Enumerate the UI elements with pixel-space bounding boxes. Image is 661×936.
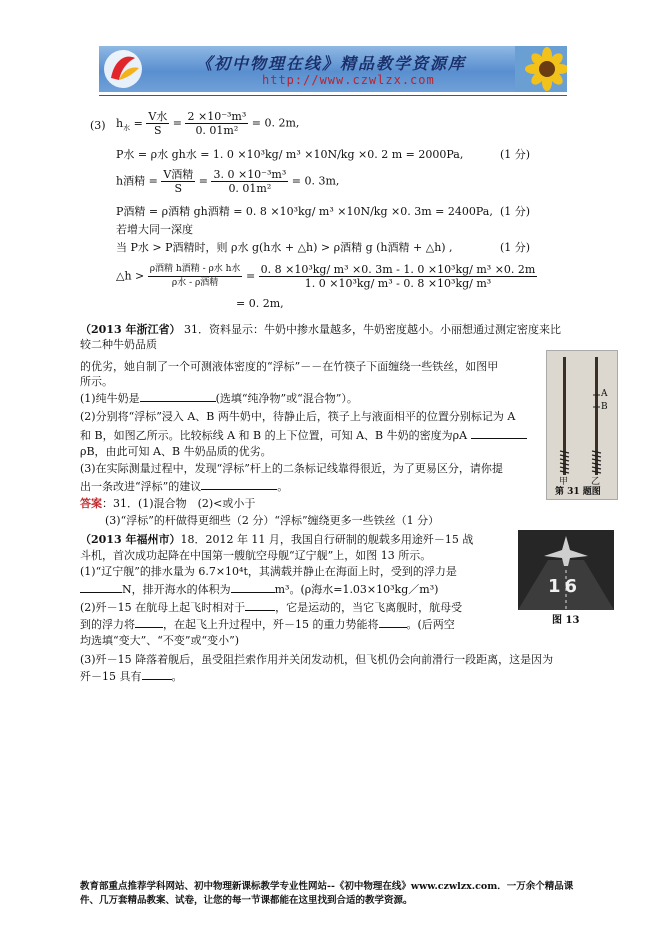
q18-part2-line2: 到的浮力将 ，在起飞上升过程中，歼－15 的重力势能将 。(后两空 [80, 618, 455, 631]
q31-answer-line2: (3)“浮标”的杆做得更细些（2 分）“浮标”缠绕更多一些铁丝（1 分） [105, 514, 440, 527]
q18-part1-line1: (1)“辽宁舰”的排水量为 6.7×10⁴t，其满载并静止在海面上时，受到的浮力是 [80, 565, 457, 578]
header-divider [99, 95, 567, 96]
q31-intro-line2: 较二种牛奶品质 [80, 338, 157, 351]
delta-h-formula: △h > $\frac{\text{ρ酒精 h酒精 - ρ水 h水}}{\text{ρ水 - ρ酒精}}$ = $\frac{\text{0. 8 ×10³kg/ m³ ×0. 3m - 1. 0 ×10³kg/ m³ ×0. 2m}}{\text{1. 0 ×10³kg/ m³ - 0. 8 ×10³kg/ m³}}$ [116, 263, 536, 290]
q31-part2-line1: (2)分别将“浮标”浸入 A、B 两牛奶中，待静止后，筷子上与液面相平的位置分别标记为 A [80, 410, 516, 423]
delta-h-result: = 0. 2m, [236, 297, 284, 310]
p-alcohol-formula: P酒精 = ρ酒精 gh酒精 = 0. 8 ×10³kg/ m³ ×10N/kg ×0. 3m = 2400Pa, [116, 205, 493, 218]
p-water-formula: P水 = ρ水 gh水 = 1. 0 ×10³kg/ m³ ×10N/kg ×0. 2 m = 2000Pa, [116, 148, 464, 161]
calc-item-label: (3) [90, 119, 106, 132]
q18-part2-line1: (2)歼－15 在航母上起飞时相对于 ，它是运动的，当它飞离舰时，航母受 [80, 601, 463, 614]
q31-blank-3[interactable] [201, 478, 277, 490]
point-1: (1 分) [500, 148, 531, 161]
banner-title: 《初中物理在线》精品教学资源库 [196, 54, 467, 73]
q18-blank-6[interactable] [142, 668, 172, 680]
q31-part3-line2: 出一条改进“浮标”的建议 。 [80, 480, 289, 493]
q31-answer-line1: 答案：31．(1)混合物 (2)<或小于 [80, 497, 256, 510]
depth-line: 若增大同一深度 [116, 223, 193, 236]
q31-intro-line3: 的优劣，她自制了一个可测液体密度的“浮标”－－在竹筷子下面缠绕一些铁丝，如图甲 [80, 360, 499, 373]
q18-blank-5[interactable] [379, 616, 407, 628]
q31-part1: (1)纯牛奶是 (选填“纯净物”或“混合物”）。 [80, 392, 358, 405]
q18-intro-line2: 斗机，首次成功起降在中国第一艘航空母舰“辽宁舰”上，如图 13 所示。 [80, 549, 432, 562]
q18-blank-1[interactable] [80, 581, 122, 593]
q31-part3-line1: (3)在实际测量过程中，发现“浮标”杆上的二条标记线靠得很近，为了更易区分，请你提 [80, 462, 503, 475]
q18-part1-line2: N，排开海水的体积为 m³。(ρ海水=1.03×10³kg／m³) [80, 581, 438, 597]
q18-part3-line1: (3)歼－15 降落着舰后，虽受阻拦索作用并关闭发动机，但飞机仍会向前滑行一段距离，这是因为 [80, 653, 554, 666]
q18-part2-line3: 均选填“变大”、“不变”或“变小”) [80, 634, 240, 647]
q18-fig-caption: 图 13 [552, 615, 580, 626]
point-2: (1 分) [500, 205, 531, 218]
page-footer: 教育部重点推荐学科网站、初中物理新课标教学专业性网站--《初中物理在线》www.czwlzx.com．一万余个精品课件、几万套精品教案、试卷，让您的每一节课都能在这里找到合适的教学资源。 [80, 881, 574, 906]
q31-intro-line4: 所示。 [80, 375, 113, 388]
q18-part3-line2: 歼－15 具有 。 [80, 670, 183, 683]
h-water-formula: $h_水$ = $\frac{\text{V水}}{S}$ = $\frac{\text{2 ×10⁻³m³}}{\text{0. 01m²}}$ = 0. 2m, [116, 110, 300, 137]
q18-blank-2[interactable] [231, 581, 275, 593]
q31-intro-line1: （2013 年浙江省） 31．资料显示：牛奶中掺水量越多，牛奶密度越小。小丽想通过测定密度来比 [80, 323, 561, 336]
fighter-jet-icon [518, 530, 614, 610]
float-chopstick-icon [547, 351, 617, 499]
q31-fig-label-yi: 乙 [591, 477, 601, 487]
q18-figure [518, 530, 614, 610]
q31-part2-line2: 和 B，如图乙所示。比较标线 A 和 B 的上下位置，可知 A、B 牛奶的密度为ρA [80, 427, 527, 443]
point-3: (1 分) [500, 241, 531, 254]
site-logo-icon [101, 48, 145, 90]
q31-blank-1[interactable] [140, 390, 216, 402]
q31-figure [546, 350, 618, 500]
q31-part2-line3: ρB，由此可知 A、B 牛奶品质的优劣。 [80, 445, 272, 458]
q31-fig-caption: 第 31 题图 [555, 487, 601, 497]
q31-fig-label-jia: 甲 [559, 477, 569, 487]
q18-intro-line1: （2013 年福州市）18．2012 年 11 月，我国自行研制的舰载多用途歼－15 战 [80, 533, 474, 546]
q31-fig-label-a: A [601, 389, 608, 399]
compare-line: 当 P水 > P酒精时，则 ρ水 g(h水 + △h) > ρ酒精 g (h酒精 + △h) , [116, 241, 453, 254]
q31-fig-label-b: B [601, 402, 608, 412]
sunflower-icon [515, 46, 567, 92]
q18-blank-3[interactable] [245, 599, 275, 611]
banner-url: http://www.czwlzx.com [262, 73, 435, 87]
q18-blank-4[interactable] [135, 616, 163, 628]
q18-deck-number: 16 [548, 576, 582, 597]
q31-blank-2[interactable] [471, 427, 527, 439]
h-alcohol-formula: h酒精 = $\frac{\text{V酒精}}{S}$ = $\frac{\text{3. 0 ×10⁻³m³}}{\text{0. 01m²}}$ = 0. 3m, [116, 168, 340, 195]
